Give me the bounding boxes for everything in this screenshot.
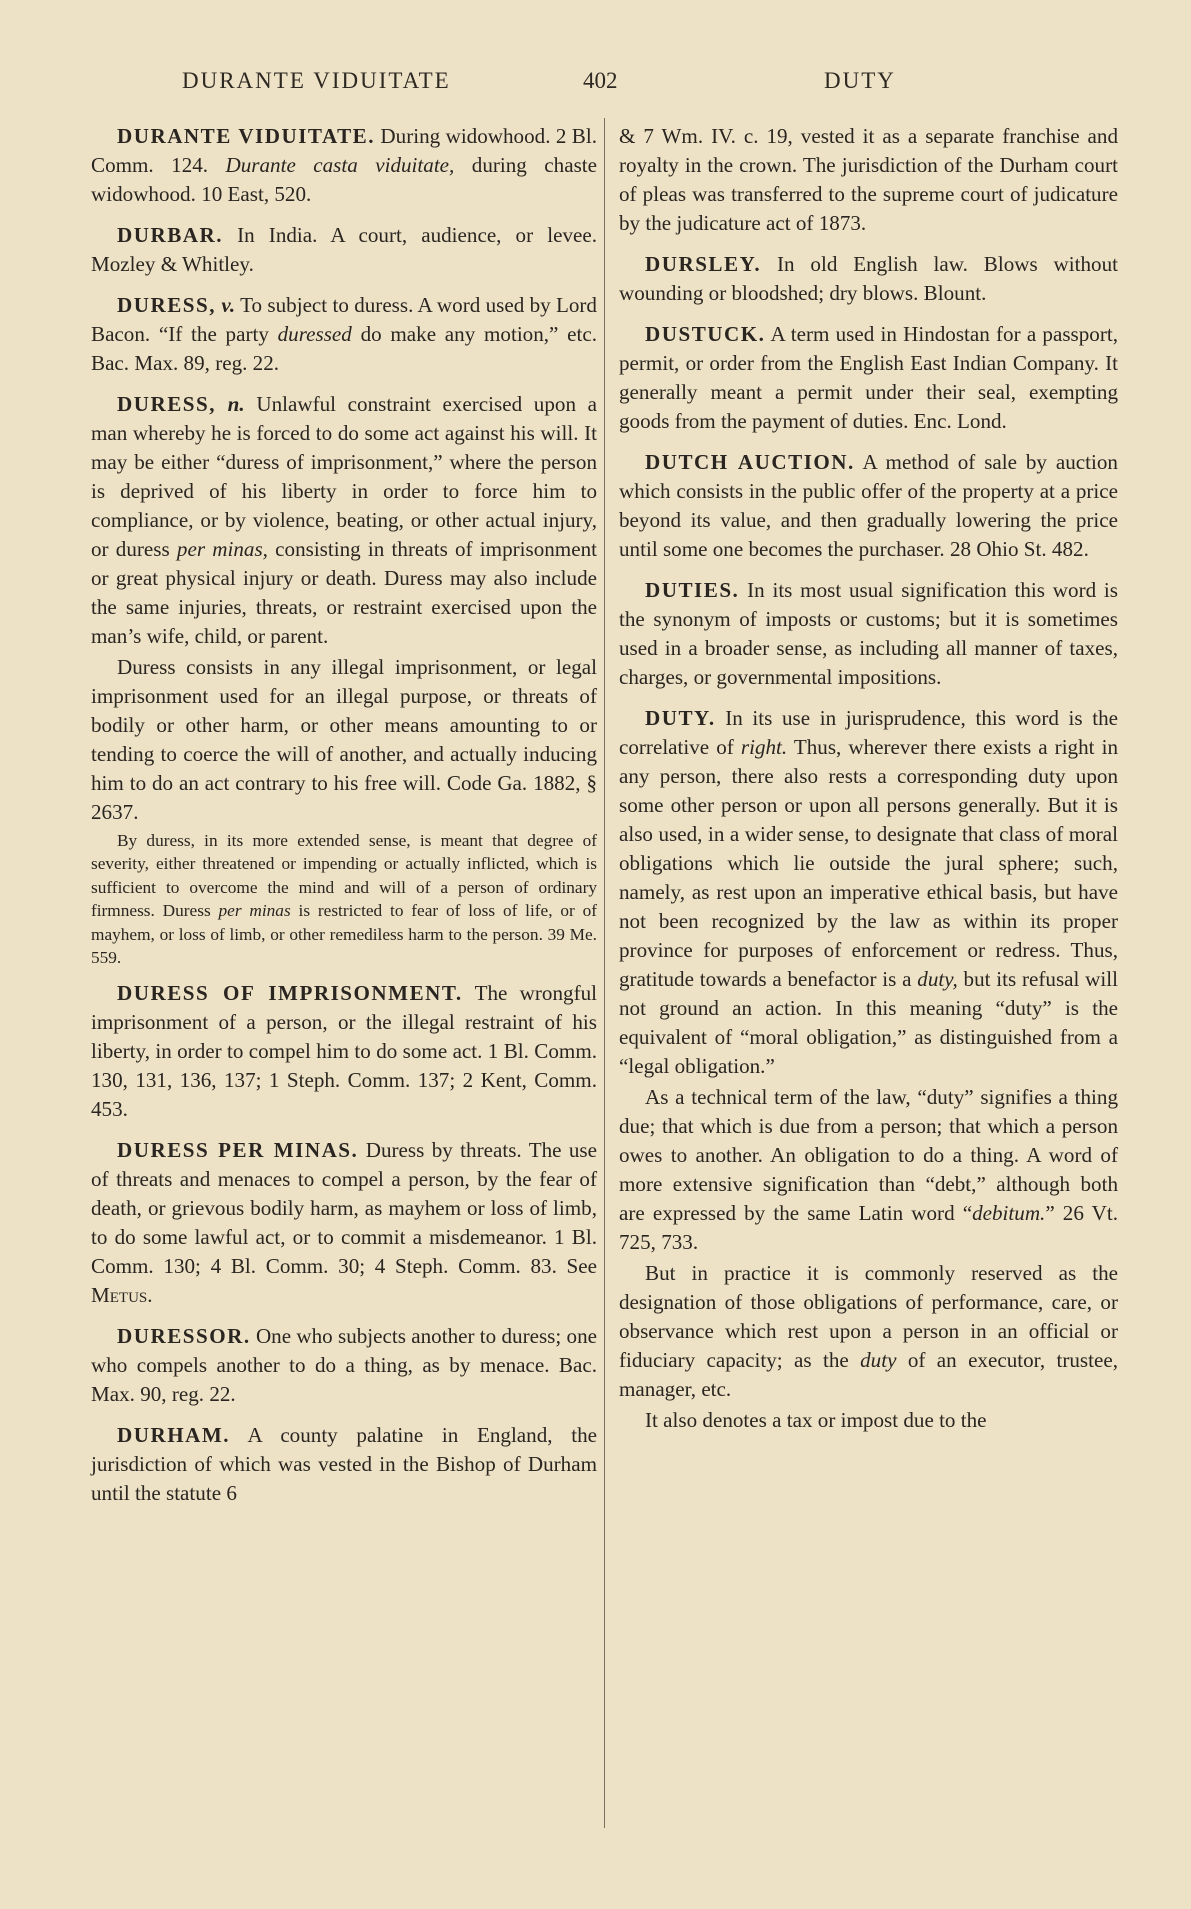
entry-durham-continued: & 7 Wm. IV. c. 19, vested it as a separate franchise and royalty in the crown. The jurisdiction of the Durham court of pleas was transferred to the supreme court of judicature by the judicature act of 1873. (619, 124, 1118, 235)
entry-term: DUTCH AUCTION. (645, 450, 855, 474)
entry-text: But in practice it is commonly reserved as the designation of those obligations of performance, care, or observance which rest upon a person in an official or fiduciary capacity; as the (619, 1261, 1118, 1372)
italic-word: duressed (277, 322, 352, 346)
entry-durham (91, 1421, 597, 1508)
duress-paragraph: Duress consists in any illegal imprisonment, or legal imprisonment used for an illegal purpose, or threats of bodily or other harm, or other means amounting to or tending to coerce the will of another, and actually inducing him to do an act contrary to his free will. Code Ga. 1882, § 2637. (91, 655, 597, 824)
italic-word: right. (740, 735, 788, 759)
part-of-speech: v. (216, 293, 236, 317)
entry-text: but its refusal will not ground an action. In this meaning “duty” is the equivalent of “moral obligation,” as distinguished from a “legal obligation.” (619, 967, 1118, 1078)
entry-term: DURESS, (117, 392, 217, 416)
entry-text: of an executor, trustee, manager, etc. (619, 1348, 1118, 1401)
latin-phrase: Durante casta viduitate, (225, 153, 455, 177)
entry-text: is restricted to fear of loss of life, or of mayhem, or loss of limb, or other remediless harm to the person. 39 Me. 559. (91, 901, 597, 968)
header-left-guideword: DURANTE VIDUITATE (182, 68, 451, 93)
entry-text: To subject to duress. A word used by Lord Bacon. “If the party (91, 293, 597, 346)
latin-phrase: per minas (218, 901, 291, 921)
duty-paragraph-tax: It also denotes a tax or impost due to the (645, 1408, 987, 1432)
entry-text: In old English law. Blows without wounding or bloodshed; dry blows. Blount. (619, 252, 1118, 305)
entry-term: DURESSOR. (117, 1324, 251, 1349)
entry-text: Duress by threats. The use of threats and menaces to compel a person, by the fear of death, or grievous bodily harm, as mayhem or loss of limb, to do some lawful act, or to commit a misdemeanor. 1 Bl. Comm. 130; 4 Bl. Comm. 30; 4 Steph. Comm. 83. See (91, 1138, 598, 1279)
duress-quotation (91, 829, 597, 969)
entry-duress-noun (91, 390, 597, 651)
entry-dursley (619, 250, 1118, 308)
entry-text: Thus, wherever there exists a right in any person, there also rests a corresponding duty upon some other person or upon all persons generally. But it is also used, in a wider sense, to designate that class of moral obligations which lie outside the jural sphere; such, namely, as rest upon an imperative ethical basis, but have not been recognized by the law as within its proper province for purposes of enforcement or redress. Thus, gratitude towards a benefactor is a (619, 735, 1118, 991)
entry-text: A method of sale by auction which consists in the public offer of the property at a price beyond its value, and then gradually lowering the price until some one becomes the purchaser. 28 Ohio St. 482. (619, 450, 1118, 561)
entry-term: DUTIES. (645, 578, 740, 602)
right-column (619, 122, 1118, 1437)
entry-term: DUTY. (645, 706, 716, 730)
entry-text: The wrongful imprisonment of a person, or the illegal restraint of his liberty, in order to compel him to do some act. 1 Bl. Comm. 130, 131, 136, 137; 1 Steph. Comm. 137; 2 Kent, Comm. 453. (91, 981, 598, 1122)
entry-durbar (91, 221, 597, 279)
entry-dutch-auction (619, 448, 1118, 564)
duty-paragraph-technical (619, 1083, 1118, 1257)
entry-term: DURSLEY. (645, 252, 762, 276)
entry-durante-viduitate (91, 122, 597, 209)
entry-duties (619, 576, 1118, 692)
entry-text: In its use in jurisprudence, this word is the correlative of (619, 706, 1118, 759)
italic-word: duty, (917, 967, 958, 991)
entry-term: DURESS PER MINAS. (117, 1138, 359, 1163)
entry-term: DURESS OF IMPRISONMENT. (117, 981, 463, 1006)
cross-reference: Metus. (91, 1283, 153, 1308)
left-column (91, 122, 597, 1520)
entry-text: As a technical term of the law, “duty” signifies a thing due; that which is due from a person; that which a person owes to another. An obligation to do a thing. A word of more extensive signification than “debt,” although both are expressed by the same Latin word “ (619, 1085, 1118, 1225)
entry-duress-of-imprisonment (91, 979, 597, 1124)
entry-duress-per-minas (91, 1136, 597, 1310)
entry-text: In India. A court, audience, or levee. Mozley & Whitley. (91, 223, 597, 276)
duty-paragraph-practice (619, 1259, 1118, 1404)
entry-term: DURANTE VIDUITATE. (117, 124, 376, 148)
latin-phrase: per minas, (176, 537, 268, 561)
entry-term: DURBAR. (117, 223, 224, 247)
entry-duressor (91, 1322, 597, 1409)
entry-text: A term used in Hindostan for a passport, permit, or order from the English East Indian Company. It generally meant a permit under their seal, exempting goods from the payment of duties. Enc. Lond. (619, 322, 1118, 433)
part-of-speech: n. (216, 392, 245, 416)
page-number: 402 (583, 68, 618, 93)
entry-text: During widowhood. 2 Bl. Comm. 124. (91, 124, 598, 177)
column-divider (604, 118, 605, 1828)
entry-dustuck (619, 320, 1118, 436)
entry-text: consisting in threats of imprisonment or great physical injury or death. Duress may also include the same injuries, threats, or restraint exercised upon the man’s wife, child, or parent. (91, 537, 597, 648)
running-header (0, 68, 1191, 100)
entry-term: DURHAM. (117, 1423, 231, 1448)
entry-text: A county palatine in England, the jurisdiction of which was vested in the Bishop of Durham until the statute 6 (91, 1423, 597, 1506)
entry-text: One who subjects another to duress; one who compels another to do a thing, as by menace. Bac. Max. 90, reg. 22. (91, 1324, 597, 1407)
entry-text: during chaste widowhood. 10 East, 520. (91, 153, 597, 206)
header-right-guideword: DUTY (824, 68, 896, 93)
entry-duress-verb (91, 291, 597, 378)
entry-text: do make any motion,” etc. Bac. Max. 89, reg. 22. (91, 322, 597, 375)
entry-term: DURESS, (117, 293, 217, 317)
entry-duty (619, 704, 1118, 1081)
entry-text: Unlawful constraint exercised upon a man whereby he is forced to do some act against his will. It may be either “duress of imprisonment,” where the person is deprived of his liberty in order to force him to compliance, or by violence, beating, or other actual injury, or duress (91, 392, 598, 561)
entry-text: In its most usual signification this word is the synonym of imposts or customs; but it is sometimes used in a broader sense, as including all manner of taxes, charges, or governmental impositions. (619, 578, 1118, 689)
entry-text: By duress, in its more extended sense, is meant that degree of severity, either threatened or impending or actually inflicted, which is sufficient to overcome the mind and will of a person of ordinary firmness. Duress (91, 831, 597, 921)
entry-text: ” 26 Vt. 725, 733. (619, 1201, 1118, 1254)
entry-term: DUSTUCK. (645, 322, 766, 346)
latin-word: debitum. (972, 1201, 1046, 1225)
italic-word: duty (860, 1348, 897, 1372)
